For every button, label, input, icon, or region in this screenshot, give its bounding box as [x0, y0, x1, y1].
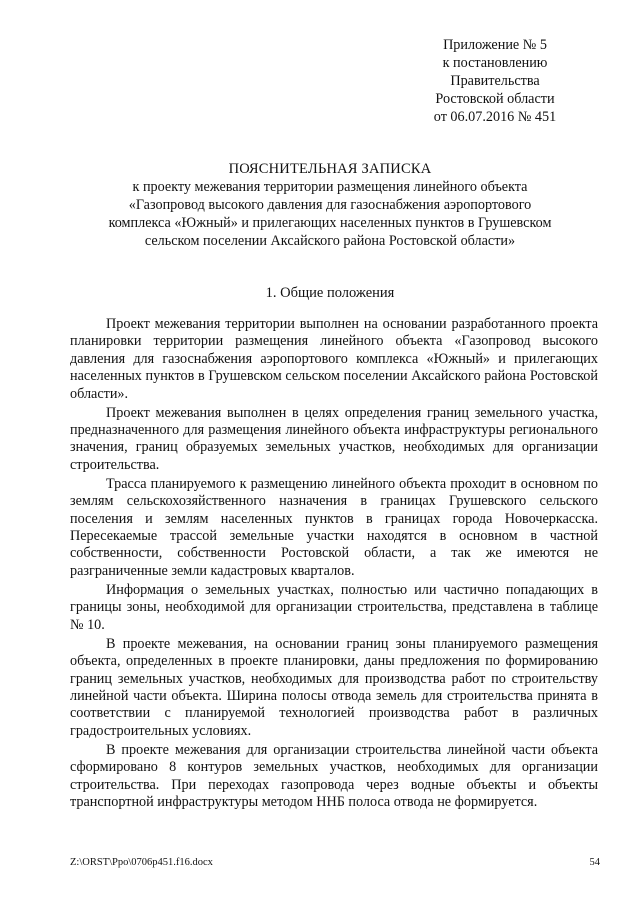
body-paragraph: Проект межевания выполнен в целях определения границ земельного участка, предназначенного для размещения линейного объекта инфраструктуры регионального значения, границ образуемых земельных участков, необходимых для организации строительства.: [70, 404, 598, 473]
body-paragraph: Информация о земельных участках, полностью или частично попадающих в границы зоны, необходимой для организации строительства, представлена в таблице № 10.: [70, 581, 598, 633]
document-title: ПОЯСНИТЕЛЬНАЯ ЗАПИСКА: [228, 161, 432, 177]
subtitle-line: сельском поселении Аксайского района Ростовской области»: [144, 233, 516, 249]
document-title-block: [60, 160, 600, 250]
body-paragraph: Проект межевания территории выполнен на основании разработанного проекта планировки территории размещения линейного объекта «Газопровод высокого давления для газоснабжения аэропортового комплекса «Южный» и прилегающих населенных пунктов в Грушевском сельском поселении Аксайского района Ростовской области».: [70, 316, 598, 402]
body-paragraph: Трасса планируемого к размещению линейного объекта проходит в основном по землям сельскохозяйственного назначения в границах Грушевского сельского поселения и землям населенных пунктов в границах города Новочеркасска. Пересекаемые трассой земельные участки находятся в основном в частной собственности, собственности Ростовской области, а так же имеются не разграниченные земли кадастровых кварталов.: [70, 475, 598, 579]
subtitle-line: к проекту межевания территории размещения линейного объекта: [132, 179, 528, 195]
body-paragraph: В проекте межевания для организации строительства линейной части объекта сформировано 8 контуров земельных участков, необходимых для организации строительства. При переходах газопровода через водные объекты и объекты транспортной инфраструктуры методом ННБ полоса отвода не формируется.: [70, 741, 598, 810]
appendix-line: от 06.07.2016 № 451: [433, 109, 557, 125]
document-subtitle: [60, 178, 600, 250]
appendix-reference: [410, 36, 580, 126]
appendix-line: к постановлению: [442, 55, 548, 71]
appendix-line: Ростовской области: [435, 91, 555, 107]
appendix-line: Правительства: [450, 73, 540, 89]
subtitle-line: «Газопровод высокого давления для газоснабжения аэропортового: [128, 197, 532, 213]
document-body: [70, 316, 598, 813]
body-paragraph: В проекте межевания, на основании границ зоны планируемого размещения объекта, определенных в проекте планировки, даны предложения по формированию границ земельных участков, необходимых для производства работ по строительству линейной части объекта. Ширина полосы отвода земель для строительства принята в соответствии с планируемой технологией производства работ в различных градостроительных условиях.: [70, 635, 598, 739]
footer-file-path: Z:\ORST\Ppo\0706p451.f16.docx: [70, 857, 213, 868]
appendix-line: Приложение № 5: [443, 37, 547, 53]
page-number: 54: [589, 857, 600, 868]
section-heading: 1. Общие положения: [265, 285, 395, 301]
subtitle-line: комплекса «Южный» и прилегающих населенных пунктов в Грушевском: [108, 215, 552, 231]
